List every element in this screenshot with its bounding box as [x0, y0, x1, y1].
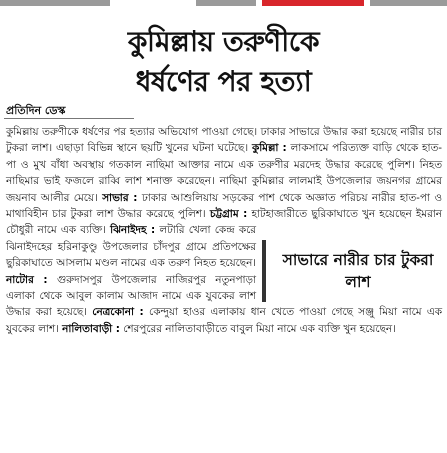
byline: প্রতিদিন ডেস্ক — [6, 104, 66, 117]
article-headline — [0, 22, 447, 102]
pull-quote-text: সাভারে নারীর চার টুকরা লাশ — [282, 251, 434, 291]
dateline-savar: সাভার : — [102, 191, 138, 204]
dateline-cumilla: কুমিল্লা : — [251, 142, 287, 155]
article-body — [6, 124, 442, 337]
pull-quote — [262, 240, 442, 302]
dateline-natore: নাটোর : — [6, 273, 48, 286]
byline-divider — [4, 118, 134, 119]
dateline-chattogram: চট্টগ্রাম : — [209, 208, 248, 221]
dateline-nalitabari: নালিতাবাড়ী : — [62, 322, 120, 335]
header-bar-gray — [370, 0, 447, 6]
dateline-netrokona: নেত্রকোনা : — [92, 306, 144, 319]
dateline-jhenaidah: ঝিনাইদহ : — [110, 224, 156, 237]
header-bar-gray — [196, 0, 256, 6]
header-bar-red — [262, 0, 364, 6]
header-color-bars — [0, 0, 447, 8]
header-bar-gray — [0, 0, 110, 6]
headline-line-1: কুমিল্লায় তরুণীকে — [127, 25, 320, 58]
headline-line-2: ধর্ষণের পর হত্যা — [135, 65, 312, 98]
article-paragraph: কুমিল্লায় তরুণীকে ধর্ষণের পর হত্যার অভিযোগ পাওয়া গেছে। ঢাকার সাভারে উদ্ধার করা হয়েছে নারীর চার টুকরা লাশ। এছাড়া বিভিন্ন স্থানে ছয়টি খুনের ঘটনা ঘটেছে। কুমিল্লা : লাকসামে পরিত্যক্ত বাড়ি থেকে হাত-পা ও মুখ বাঁধা অবস্থায় গতকাল নাছিমা আক্তার নামে এক তরুণীর মরদেহ উদ্ধার করেছে পুলিশ। নিহত নাছিমার ভাই ফজলে রাব্বি লাশ শনাক্ত করেছেন। নাছিমা কুমিল্লার লালমাই উপজেলার জয়নগর গ্রামের জয়নাব আলীর মেয়ে। সাভার : ঢাকার আশুলিয়ায় সড়কের পাশ থেকে অজ্ঞাত পরিচয় নারীর হাত-পা ও মাথাবিহীন চার টুকরা লাশ উদ্ধার করেছে পুলিশ। চট্টগ্রাম : হাটহাজারীতে ছুরিকাঘাতে খুন হয়েছেন ইমরান চৌধুরী নামে এক ব্যক্তি। ঝিনাইদহ : লটারি খেলা কেন্দ্র করে ঝিনাইদহের হরিনাকুণ্ডু উপজেলার চাঁদপুর গ্রামে প্রতিপক্ষের ছুরিকাঘাতে আসলাম মণ্ডল নামের এক তরুণ নিহত হয়েছেন। নাটোর : গুরুদাসপুর উপজেলার নাজিরপুর নতুনপাড়া এলাকা থেকে আবুল কালাম আজাদ নামে এক যুবকের লাশ উদ্ধার করা হয়েছে। নেত্রকোনা : কেন্দুয়া হাওর এলাকায় ধান খেতে পাওয়া গেছে সঞ্জু মিয়া নামে এক যুবকের লাশ। নালিতাবাড়ী : শেরপুরের নালিতাবাড়ীতে বাবুল মিয়া নামে এক ব্যক্তি খুন হয়েছেন। — [6, 126, 443, 335]
